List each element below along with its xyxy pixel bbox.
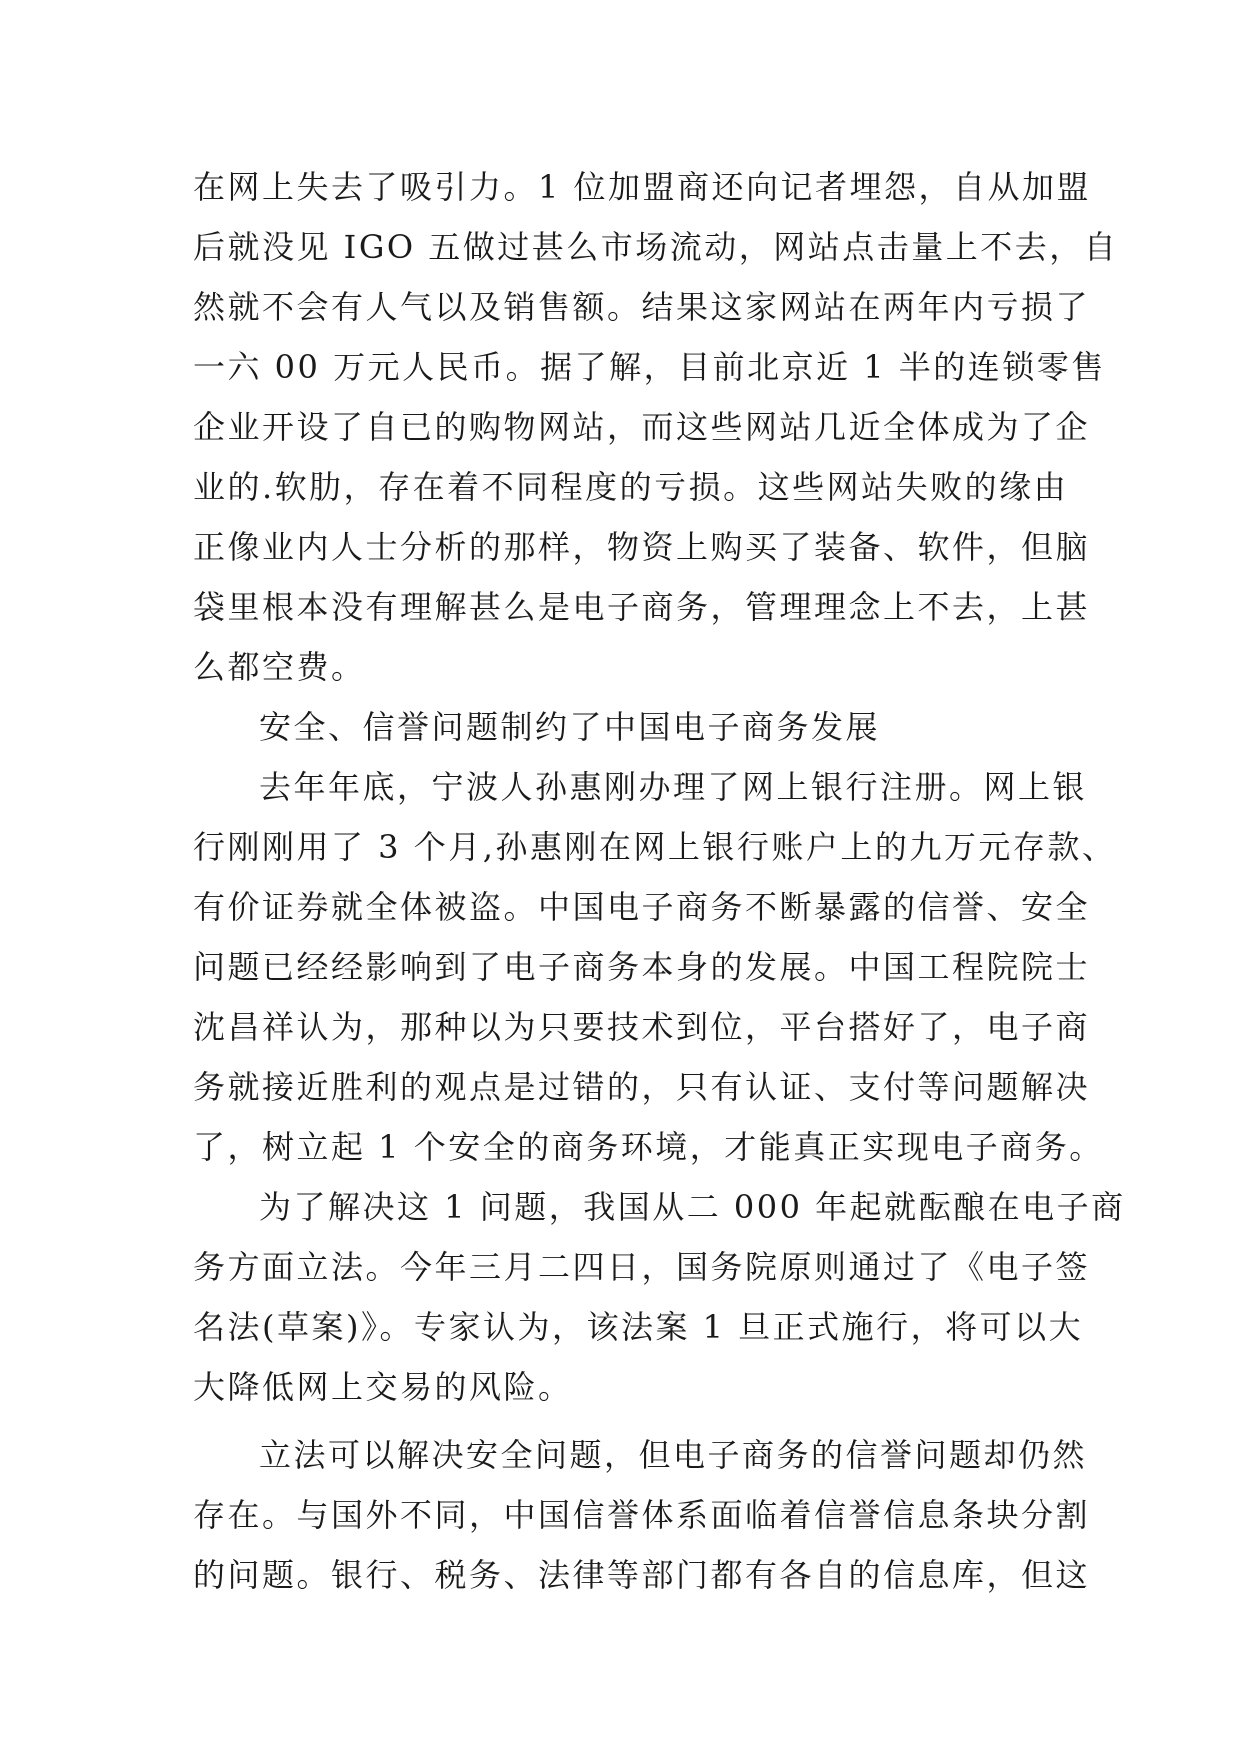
text-line: 正像业内人士分析的那样，物资上购买了装备、软件，但脑 bbox=[193, 528, 1091, 566]
document-page bbox=[193, 157, 1126, 1605]
text-line: 有价证券就全体被盗。中国电子商务不断暴露的信誉、安全 bbox=[193, 888, 1091, 926]
text-line: 名法(草案)》。专家认为，该法案 1 旦正式施行，将可以大 bbox=[193, 1308, 1084, 1346]
text-line: 存在。与国外不同，中国信誉体系面临着信誉信息条块分割 bbox=[193, 1496, 1091, 1534]
text-line: 的问题。银行、税务、法律等部门都有各自的信息库，但这 bbox=[193, 1556, 1091, 1594]
text-line: 一六 00 万元人民币。据了解，目前北京近 1 半的连锁零售 bbox=[193, 348, 1106, 386]
text-line: 后就没见 IGO 五做过甚么市场流动，网站点击量上不去，自 bbox=[193, 228, 1119, 266]
text-line: 企业开设了自已的购物网站，而这些网站几近全体成为了企 bbox=[193, 408, 1091, 446]
text-line: 务方面立法。今年三月二四日，国务院原则通过了《电子签 bbox=[193, 1248, 1091, 1286]
text-line: 然就不会有人气以及销售额。结果这家网站在两年内亏损了 bbox=[193, 288, 1091, 326]
text-line: 袋里根本没有理解甚么是电子商务，管理理念上不去，上甚 bbox=[193, 588, 1091, 626]
section-heading: 安全、信誉问题制约了中国电子商务发展 bbox=[259, 708, 881, 746]
text-line: 问题已经经影响到了电子商务本身的发展。中国工程院院士 bbox=[193, 948, 1091, 986]
text-line: 行刚刚用了 3 个月,孙惠刚在网上银行账户上的九万元存款、 bbox=[193, 828, 1117, 866]
text-line: 务就接近胜利的观点是过错的，只有认证、支付等问题解决 bbox=[193, 1068, 1091, 1106]
text-line: 了，树立起 1 个安全的商务环境，才能真正实现电子商务。 bbox=[193, 1128, 1104, 1166]
text-line: 在网上失去了吸引力。1 位加盟商还向记者埋怨，自从加盟 bbox=[193, 168, 1092, 206]
text-line: 业的.软肋，存在着不同程度的亏损。这些网站失败的缘由 bbox=[193, 468, 1069, 506]
paragraph-first-line: 去年年底，宁波人孙惠刚办理了网上银行注册。网上银 bbox=[259, 768, 1088, 806]
paragraph-first-line: 为了解决这 1 问题，我国从二 000 年起就酝酿在电子商 bbox=[259, 1188, 1126, 1226]
paragraph-first-line: 立法可以解决安全问题，但电子商务的信誉问题却仍然 bbox=[259, 1436, 1088, 1474]
text-line: 么都空费。 bbox=[193, 648, 366, 686]
text-line: 沈昌祥认为，那种以为只要技术到位，平台搭好了，电子商 bbox=[193, 1008, 1091, 1046]
text-line: 大降低网上交易的风险。 bbox=[193, 1368, 573, 1406]
